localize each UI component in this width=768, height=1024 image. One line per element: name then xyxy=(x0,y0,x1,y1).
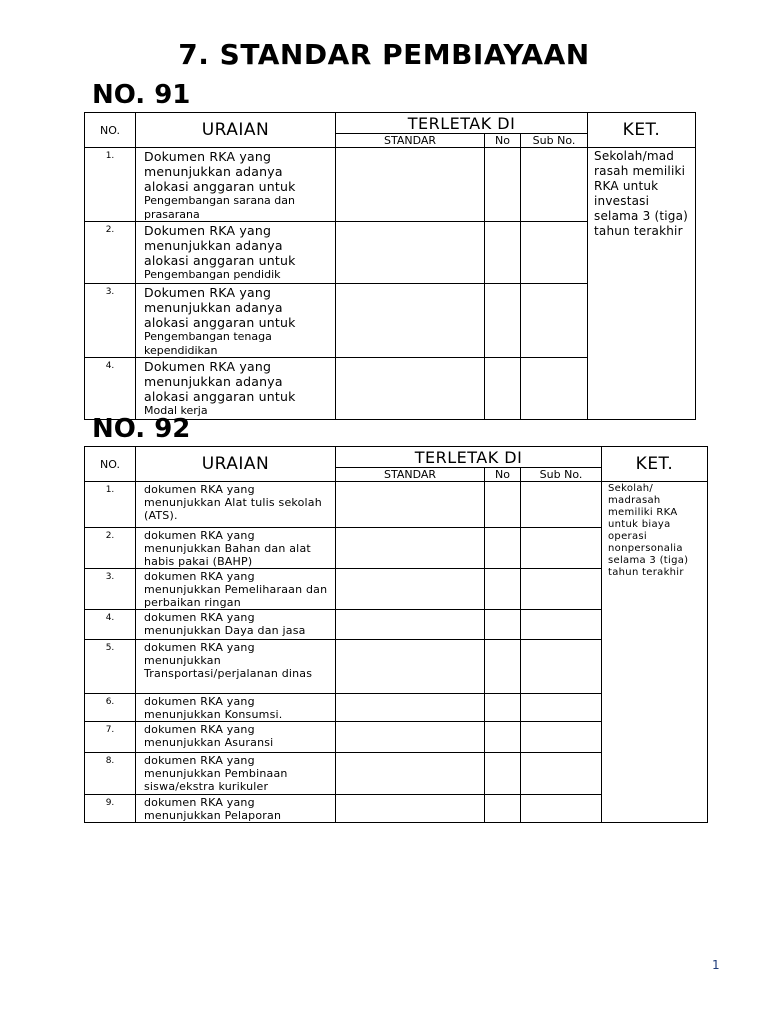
cell-no[interactable] xyxy=(485,528,521,569)
description-main: Dokumen RKA yang menunjukkan adanya alokasi anggaran untuk xyxy=(144,285,296,330)
row-description xyxy=(136,795,336,823)
row-number: 3. xyxy=(85,569,136,610)
header-standar: STANDAR xyxy=(336,134,485,148)
description-detail: Pengembangan pendidik xyxy=(144,268,281,281)
row-number: 2. xyxy=(85,528,136,569)
row-description xyxy=(136,753,336,795)
cell-no[interactable] xyxy=(485,722,521,753)
table-row xyxy=(85,482,708,528)
header-sub-no: Sub No. xyxy=(521,468,602,482)
row-number: 3. xyxy=(85,284,136,358)
cell-standar[interactable] xyxy=(336,694,485,722)
row-number: 2. xyxy=(85,222,136,284)
description-text: dokumen RKA yang menunjukkan Pelaporan xyxy=(144,796,282,822)
cell-standar[interactable] xyxy=(336,148,485,222)
row-description xyxy=(136,482,336,528)
description-text: dokumen RKA yang menunjukkan Transportasi/perjalanan dinas xyxy=(144,641,313,680)
cell-sub-no[interactable] xyxy=(521,222,588,284)
row-number: 4. xyxy=(85,610,136,640)
cell-sub-no[interactable] xyxy=(521,610,602,640)
cell-sub-no[interactable] xyxy=(521,640,602,694)
description-main: Dokumen RKA yang menunjukkan adanya alokasi anggaran untuk xyxy=(144,149,296,194)
row-description xyxy=(136,528,336,569)
row-description xyxy=(136,610,336,640)
header-no-col: No xyxy=(485,134,521,148)
cell-sub-no[interactable] xyxy=(521,148,588,222)
cell-standar[interactable] xyxy=(336,722,485,753)
header-terletak: TERLETAK DI xyxy=(336,113,588,134)
table-header-row xyxy=(85,447,708,468)
row-description xyxy=(136,694,336,722)
header-ket: KET. xyxy=(588,113,696,148)
cell-no[interactable] xyxy=(485,610,521,640)
cell-sub-no[interactable] xyxy=(521,482,602,528)
row-number: 7. xyxy=(85,722,136,753)
row-description xyxy=(136,569,336,610)
cell-standar[interactable] xyxy=(336,284,485,358)
description-text: dokumen RKA yang menunjukkan Asuransi xyxy=(144,723,274,749)
cell-no[interactable] xyxy=(485,640,521,694)
cell-sub-no[interactable] xyxy=(521,694,602,722)
description-detail: Modal kerja xyxy=(144,404,208,417)
row-description xyxy=(136,722,336,753)
cell-standar[interactable] xyxy=(336,528,485,569)
table-91 xyxy=(84,112,696,420)
description-main: Dokumen RKA yang menunjukkan adanya alokasi anggaran untuk xyxy=(144,359,296,404)
description-text: dokumen RKA yang menunjukkan Pembinaan siswa/ekstra kurikuler xyxy=(144,754,288,793)
row-number: 8. xyxy=(85,753,136,795)
description-detail: Pengembangan tenaga kependidikan xyxy=(144,330,272,357)
description-text: dokumen RKA yang menunjukkan Pemeliharaan dan perbaikan ringan xyxy=(144,570,328,609)
cell-sub-no[interactable] xyxy=(521,569,602,610)
header-uraian: URAIAN xyxy=(136,447,336,482)
header-standar: STANDAR xyxy=(336,468,485,482)
cell-no[interactable] xyxy=(485,795,521,823)
row-number: 9. xyxy=(85,795,136,823)
row-description xyxy=(136,358,336,420)
description-detail: Pengembangan sarana dan prasarana xyxy=(144,194,295,221)
page-number: 1 xyxy=(712,958,720,972)
section-heading-91: NO. 91 xyxy=(92,80,191,110)
cell-no[interactable] xyxy=(485,222,521,284)
table-row xyxy=(85,148,696,222)
cell-standar[interactable] xyxy=(336,482,485,528)
cell-standar[interactable] xyxy=(336,795,485,823)
cell-sub-no[interactable] xyxy=(521,284,588,358)
cell-no[interactable] xyxy=(485,753,521,795)
cell-no[interactable] xyxy=(485,358,521,420)
header-no: NO. xyxy=(85,447,136,482)
row-description xyxy=(136,640,336,694)
page-title: 7. STANDAR PEMBIAYAAN xyxy=(178,38,590,71)
ket-cell: Sekolah/ madrasah memiliki RKA untuk biaya operasi nonpersonalia selama 3 (tiga) tahun terakhir xyxy=(602,482,708,823)
row-number: 6. xyxy=(85,694,136,722)
cell-standar[interactable] xyxy=(336,610,485,640)
header-uraian: URAIAN xyxy=(136,113,336,148)
ket-cell: Sekolah/mad rasah memiliki RKA untuk investasi selama 3 (tiga) tahun terakhir xyxy=(588,148,696,420)
row-description xyxy=(136,284,336,358)
table-92 xyxy=(84,446,708,823)
cell-sub-no[interactable] xyxy=(521,795,602,823)
cell-no[interactable] xyxy=(485,482,521,528)
table-header-row xyxy=(85,113,696,134)
cell-sub-no[interactable] xyxy=(521,528,602,569)
cell-standar[interactable] xyxy=(336,753,485,795)
cell-standar[interactable] xyxy=(336,640,485,694)
header-ket: KET. xyxy=(602,447,708,482)
row-number: 1. xyxy=(85,482,136,528)
cell-sub-no[interactable] xyxy=(521,753,602,795)
row-description xyxy=(136,148,336,222)
cell-standar[interactable] xyxy=(336,569,485,610)
row-description xyxy=(136,222,336,284)
description-text: dokumen RKA yang menunjukkan Daya dan jasa xyxy=(144,611,306,637)
description-text: dokumen RKA yang menunjukkan Bahan dan alat habis pakai (BAHP) xyxy=(144,529,311,568)
cell-no[interactable] xyxy=(485,148,521,222)
cell-no[interactable] xyxy=(485,569,521,610)
section-heading-92: NO. 92 xyxy=(92,414,191,444)
header-sub-no: Sub No. xyxy=(521,134,588,148)
cell-standar[interactable] xyxy=(336,358,485,420)
row-number: 1. xyxy=(85,148,136,222)
row-number: 4. xyxy=(85,358,136,420)
description-text: dokumen RKA yang menunjukkan Alat tulis sekolah (ATS). xyxy=(144,483,322,522)
cell-no[interactable] xyxy=(485,694,521,722)
cell-no[interactable] xyxy=(485,284,521,358)
row-number: 5. xyxy=(85,640,136,694)
description-main: Dokumen RKA yang menunjukkan adanya alokasi anggaran untuk xyxy=(144,223,296,268)
description-text: dokumen RKA yang menunjukkan Konsumsi. xyxy=(144,695,283,721)
cell-sub-no[interactable] xyxy=(521,358,588,420)
cell-sub-no[interactable] xyxy=(521,722,602,753)
header-terletak: TERLETAK DI xyxy=(336,447,602,468)
header-no: NO. xyxy=(85,113,136,148)
cell-standar[interactable] xyxy=(336,222,485,284)
header-no-col: No xyxy=(485,468,521,482)
